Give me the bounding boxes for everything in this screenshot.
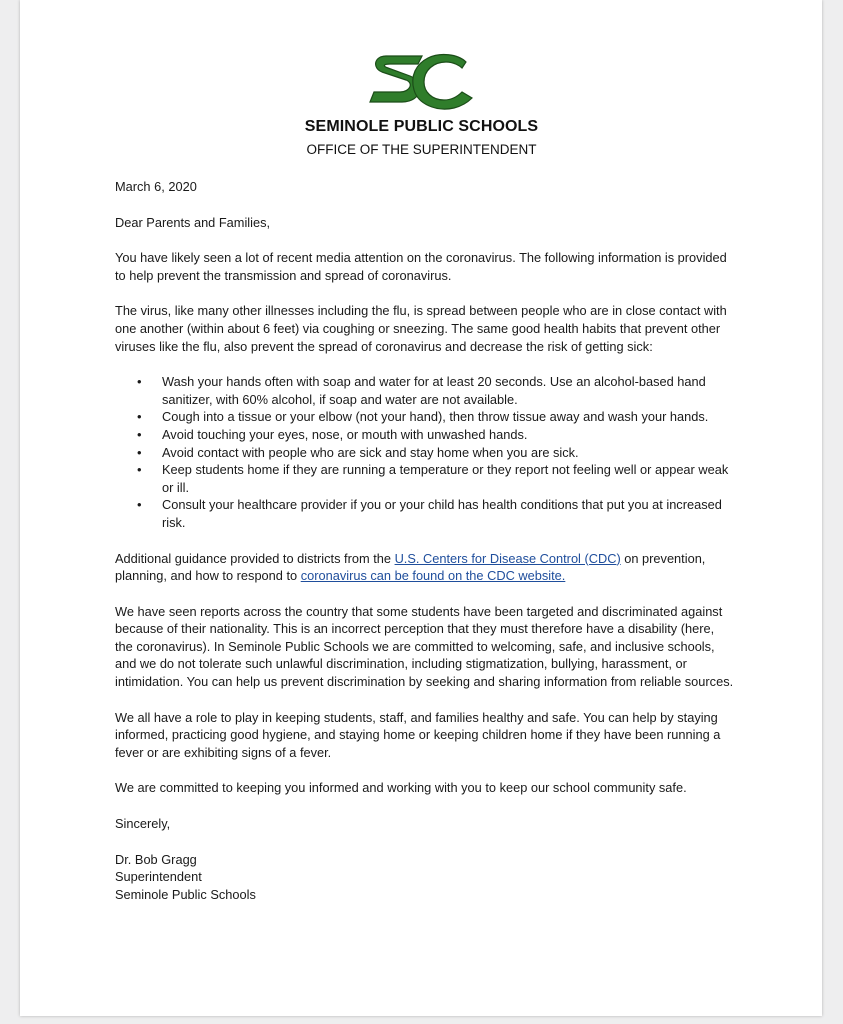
seminole-sc-logo <box>366 50 476 114</box>
list-item: • Consult your healthcare provider if you or your child has health conditions that put you at increased risk. <box>162 496 735 531</box>
cdc-text-middle: on prevention, planning, and how to respond to <box>115 550 706 584</box>
office-name: OFFICE OF THE SUPERINTENDENT <box>306 142 537 157</box>
cdc-website-link[interactable]: coronavirus can be found on the CDC website. <box>300 568 566 584</box>
list-item: • Wash your hands often with soap and water for at least 20 seconds. Use an alcohol-based hand sanitizer, with 60% alcohol, if soap and water are not available. <box>162 373 735 408</box>
signer-org: Seminole Public Schools <box>115 886 256 902</box>
health-tips-list <box>115 373 735 531</box>
org-name: SEMINOLE PUBLIC SCHOOLS <box>304 118 539 135</box>
paragraph-commitment: We are committed to keeping you informed and working with you to keep our school community safe. <box>115 780 687 796</box>
cdc-text-before: Additional guidance provided to districts from the <box>115 550 395 566</box>
paragraph-virus-spread: The virus, like many other illnesses including the flu, is spread between people who are in close contact with one another (within about 6 feet) via coughing or sneezing. The same good health habits that prevent other viruses like the flu, also prevent the spread of coronavirus and decrease the risk of getting sick: <box>115 303 727 354</box>
salutation: Dear Parents and Families, <box>115 214 271 230</box>
closing: Sincerely, <box>115 816 171 832</box>
signer-title: Superintendent <box>115 869 202 885</box>
list-item: • Cough into a tissue or your elbow (not your hand), then throw tissue away and wash your hands. <box>162 408 735 426</box>
list-item: • Avoid touching your eyes, nose, or mouth with unwashed hands. <box>162 426 735 444</box>
signer-name: Dr. Bob Gragg <box>115 851 197 867</box>
letter-body <box>115 178 735 903</box>
paragraph-role: We all have a role to play in keeping students, staff, and families healthy and safe. You can help by staying informed, practicing good hygiene, and staying home or keeping children home if they have been running a fever or are exhibiting signs of a fever. <box>115 709 721 760</box>
signature-block <box>115 851 735 904</box>
list-item: • Keep students home if they are running a temperature or they report not feeling well or appear weak or ill. <box>162 461 735 496</box>
cdc-link[interactable]: U.S. Centers for Disease Control (CDC) <box>394 550 621 566</box>
paragraph-cdc-guidance <box>115 550 735 585</box>
paragraph-discrimination: We have seen reports across the country that some students have been targeted and discriminated against because of their nationality. This is an incorrect perception that they must therefore have a disability (here, the coronavirus). In Seminole Public Schools we are committed to welcoming, safe, and inclusive schools, and we do not tolerate such unlawful discrimination, including stigmatization, bullying, harassment, or intimidation. You can help us prevent discrimination by seeking and sharing information from reliable sources. <box>115 603 734 690</box>
paragraph-intro: You have likely seen a lot of recent media attention on the coronavirus. The following information is provided to help prevent the transmission and spread of coronavirus. <box>115 250 727 283</box>
list-item: • Avoid contact with people who are sick and stay home when you are sick. <box>162 444 735 462</box>
letter-date: March 6, 2020 <box>115 179 197 194</box>
